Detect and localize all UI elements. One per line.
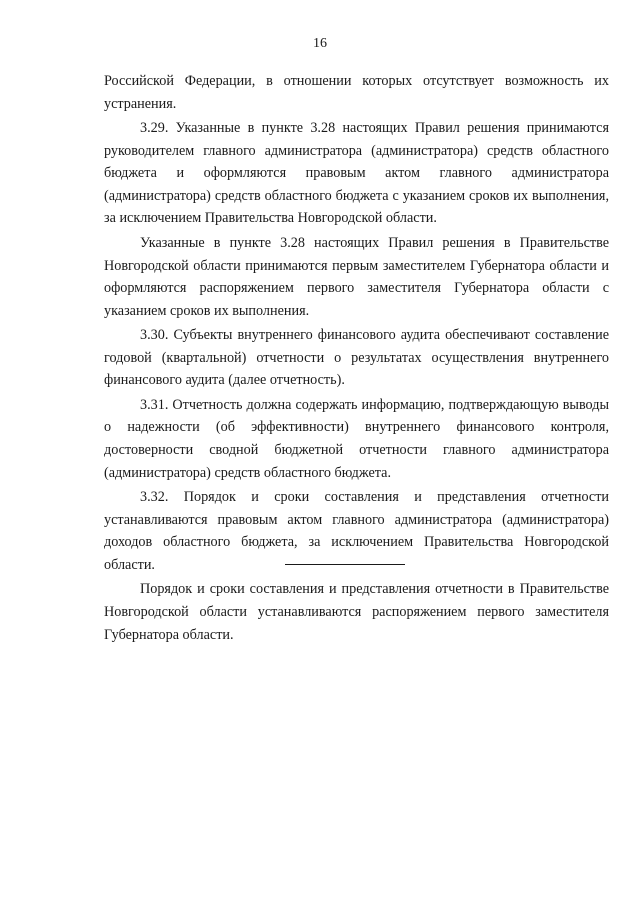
- document-body: [104, 70, 609, 648]
- paragraph-3-31: 3.31. Отчетность должна содержать информацию, подтверждающую выводы о надежности (об эффективности) внутреннего финансового контроля, достоверности сводной бюджетной отчетности главного администратора (администратора) средств областного бюджета.: [104, 396, 609, 481]
- end-of-text-rule: [285, 564, 405, 565]
- paragraph-3-32-government: Порядок и сроки составления и представления отчетности в Правительстве Новгородской области устанавливаются распоряжением первого заместителя Губернатора области.: [104, 581, 609, 643]
- paragraph-continuation: Российской Федерации, в отношении которых отсутствует возможность их устранения.: [104, 73, 609, 112]
- paragraph-3-29-government: Указанные в пункте 3.28 настоящих Правил решения в Правительстве Новгородской области принимаются первым заместителем Губернатора области и оформляются распоряжением первого заместителя Губернатора области с указанием сроков их выполнения.: [104, 234, 609, 319]
- page-number: 16: [313, 36, 327, 51]
- paragraph-3-32: 3.32. Порядок и сроки составления и представления отчетности устанавливаются правовым актом главного администратора (администратора) доходов областного бюджета, за исключением Правительства Новгородской области.: [104, 489, 609, 573]
- paragraph-3-29: 3.29. Указанные в пункте 3.28 настоящих Правил решения принимаются руководителем главного администратора (администратора) средств областного бюджета и оформляются правовым актом главного администратора (администратора) средств областного бюджета с указанием сроков их выполнения, за исключением Правительства Новгородской области.: [104, 120, 609, 227]
- paragraph-3-30: 3.30. Субъекты внутреннего финансового аудита обеспечивают составление годовой (квартальной) отчетности о результатах осуществления внутреннего финансового аудита (далее отчетность).: [104, 327, 609, 389]
